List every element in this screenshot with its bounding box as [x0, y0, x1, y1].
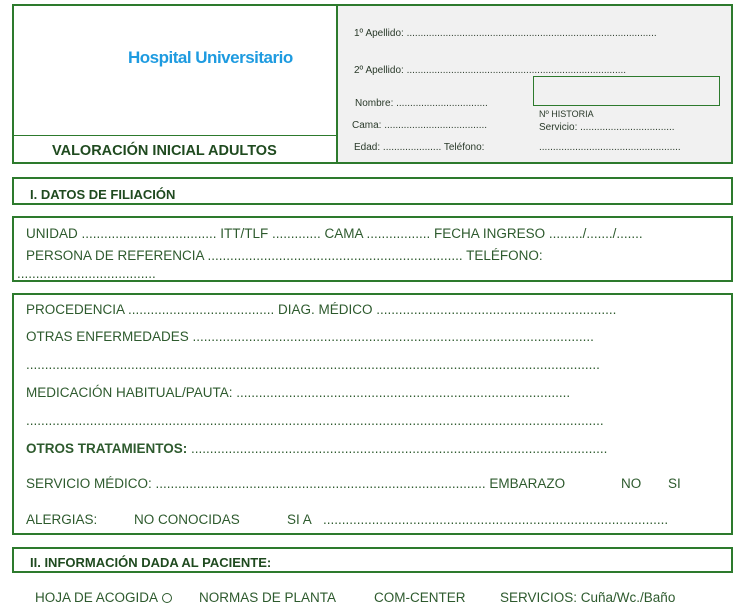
- cama-field[interactable]: Cama: .....................................: [352, 120, 488, 131]
- servicios-option[interactable]: SERVICIOS: Cuña/Wc./Baño: [500, 590, 676, 605]
- persona-referencia-row[interactable]: PERSONA DE REFERENCIA .................................................................... TELÉFONO:: [26, 248, 543, 263]
- embarazo-no[interactable]: NO: [621, 476, 642, 491]
- section-filiacion-title: I. DATOS DE FILIACIÓN: [30, 187, 176, 202]
- medicacion-row[interactable]: MEDICACIÓN HABITUAL/PAUTA: .........................................................................................: [26, 385, 571, 400]
- form-title: VALORACIÓN INICIAL ADULTOS: [52, 143, 277, 159]
- hoja-acogida-option[interactable]: [35, 590, 172, 605]
- section-informacion-title: II. INFORMACIÓN DADA AL PACIENTE:: [30, 555, 272, 570]
- header-left-panel: [12, 4, 338, 164]
- historia-label: Nº HISTORIA: [539, 109, 594, 119]
- otros-tratamientos-label: OTROS TRATAMIENTOS:: [26, 441, 188, 456]
- nombre-field[interactable]: Nombre: .................................: [355, 98, 488, 109]
- com-center-option[interactable]: COM-CENTER: [374, 590, 466, 605]
- alergias-dots[interactable]: ............................................................................................: [323, 512, 669, 527]
- embarazo-si[interactable]: SI: [668, 476, 681, 491]
- unidad-row[interactable]: UNIDAD .................................... ITT/TLF ............. CAMA ................. FECHA INGRESO ........./......./.......: [26, 226, 643, 241]
- telefono-line[interactable]: ...................................................: [539, 142, 681, 153]
- otras-enfermedades-row[interactable]: OTRAS ENFERMEDADES ...........................................................................................................: [26, 329, 594, 344]
- title-separator: [14, 135, 336, 136]
- normas-planta-option[interactable]: NORMAS DE PLANTA: [199, 590, 337, 605]
- alergias-si-a[interactable]: SI A: [287, 512, 312, 527]
- hospital-logo: Hospital Universitario: [128, 48, 293, 67]
- apellido2-field[interactable]: 2º Apellido: ...............................................................................: [354, 65, 627, 76]
- apellido1-field[interactable]: 1º Apellido: ..........................................................................................: [354, 28, 657, 39]
- alergias-label: ALERGIAS:: [26, 512, 98, 527]
- telefono-cont-row[interactable]: .....................................: [17, 266, 156, 281]
- historia-box[interactable]: [533, 76, 720, 106]
- medicacion-cont[interactable]: ..........................................................................................................................................................: [26, 413, 604, 428]
- alergias-no-conocidas[interactable]: NO CONOCIDAS: [134, 512, 240, 527]
- servicio-field[interactable]: Servicio: ..................................: [539, 122, 675, 133]
- servicio-medico-row[interactable]: SERVICIO MÉDICO: ........................................................................................ EMBARAZO: [26, 476, 566, 491]
- hoja-acogida-radio-icon[interactable]: [162, 593, 172, 603]
- otros-tratamientos-dots[interactable]: ...............................................................................................................: [191, 441, 608, 456]
- otras-enfermedades-cont[interactable]: .........................................................................................................................................................: [26, 357, 600, 372]
- hoja-acogida-label: HOJA DE ACOGIDA: [35, 590, 159, 605]
- edad-telefono-field[interactable]: Edad: ..................... Teléfono:: [354, 142, 485, 153]
- procedencia-row[interactable]: PROCEDENCIA ....................................... DIAG. MÉDICO ................................................................: [26, 302, 617, 317]
